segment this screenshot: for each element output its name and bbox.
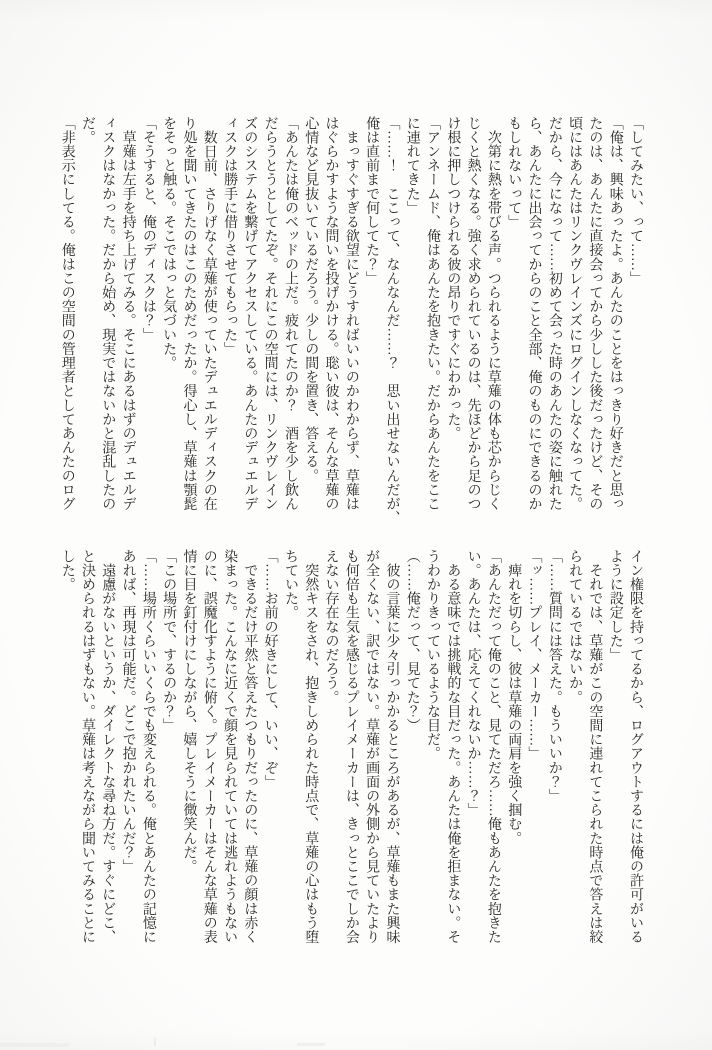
text-column: それでは、草薙がこの空間に連れてこられた時点で答えは絞 bbox=[587, 549, 603, 944]
text-column: （……俺だって、見てた？） bbox=[404, 549, 420, 733]
text-column: 痺れを切らし、彼は草薙の両肩を強く掴む。 bbox=[506, 549, 522, 846]
text-column: イン権限を持ってるから、ログアウトするには俺の許可がいる bbox=[628, 549, 643, 944]
text-column: り処を聞いてきたのはこのためだったか。得心し、草薙は顎髭 bbox=[181, 116, 197, 511]
text-column: 草薙は左手を持ち上げてみる。そこにあるはずのデュエルデ bbox=[120, 116, 136, 511]
text-column: 「……！ ここって、なんなんだ……？ 思い出せないんだが、 bbox=[384, 116, 400, 525]
text-column: 「あんたは俺のベッドの上だ。疲れてたのか？ 酒を少し飲ん bbox=[282, 116, 298, 511]
text-column: 頃にはあんたはリンクヴレインズにログインしなくなってた。 bbox=[567, 116, 583, 511]
scan-artifact bbox=[0, 1043, 70, 1047]
text-column: られているではないか。 bbox=[567, 549, 583, 705]
text-column: 突然キスをされ、抱きしめられた時点で、草薙の心はもう堕 bbox=[303, 549, 319, 944]
text-column: も何倍も生気を感じるプレイメーカーは、きっとここでしか会 bbox=[343, 549, 359, 944]
text-column: い。あんたは、応えてくれないか……？」 bbox=[465, 549, 481, 817]
text-column: 「ッ……プレイ、メーカー……」 bbox=[526, 549, 542, 761]
text-column: だ。 bbox=[79, 116, 95, 145]
text-column: 「俺は、興味あったよ。あんたのことをはっきり好きだと思っ bbox=[607, 116, 623, 511]
text-column: した。 bbox=[59, 549, 75, 592]
text-column: ちていた。 bbox=[282, 549, 298, 620]
text-column: と決められるはずもない。草薙は考えながら聞いてみることに bbox=[79, 549, 95, 944]
text-column: ように設定した」 bbox=[607, 549, 623, 662]
text-column: だから、今になって……初めて会った時のあんたの姿に触れた bbox=[546, 116, 562, 511]
text-column: 情に目を釘付けにしながら、嬉しそうに微笑んだ。 bbox=[181, 549, 197, 874]
text-column: はぐらかすような問いを投げかける。聡い彼は、そんな草薙の bbox=[323, 116, 339, 511]
text-column: 「非表示にしてる。俺はこの空間の管理者としてあんたのログ bbox=[59, 116, 75, 511]
text-column: 「……質問には答えた。もういいか？」 bbox=[546, 549, 562, 803]
text-column: に連れてきた」 bbox=[404, 116, 420, 215]
text-column: 「……お前の好きにして、いい、ぞ」 bbox=[262, 549, 278, 789]
text-column: が全くない、訳ではない。草薙が画面の外側から見ていたより bbox=[364, 549, 380, 944]
text-column: だらうとうとしてたぞ。それにこの空間には、リンクヴレイン bbox=[262, 116, 278, 511]
text-column: 「この場所で、するのか？」 bbox=[161, 549, 177, 733]
text-column: まっすぐすぎる欲望にどうすればいいのかわからず、草薙は bbox=[343, 116, 359, 511]
text-column: 「あんただって俺のこと、見てただろ……俺もあんたを抱きた bbox=[485, 549, 501, 944]
text-column: もしれないって」 bbox=[506, 116, 522, 229]
text-column: ら、あんたに出会ってからのこと全部、俺のものにできるのか bbox=[526, 116, 542, 511]
text-column: 次第に熱を帯びる声。つられるように草薙の体も芯からじく bbox=[485, 116, 501, 511]
text-column: ィスクはなかった。だから始め、現実ではないかと混乱したの bbox=[100, 116, 116, 511]
text-column: 俺は直前まで何してた？」 bbox=[364, 116, 380, 286]
text-column: うわかりきっているような目だ。 bbox=[425, 549, 441, 761]
text-column: 遠慮がないというか、ダイレクトな尋ね方だ。すぐにどこ、 bbox=[100, 549, 116, 944]
text-column: ある意味では挑戦的な目だった。あんたは俺を拒まない。そ bbox=[445, 549, 461, 944]
text-column: えない存在なのだろう。 bbox=[323, 549, 339, 705]
text-column: け根に押しつけられる彼の昂りですぐにわかった。 bbox=[445, 116, 461, 441]
text-block-top bbox=[55, 116, 645, 532]
text-column: のに、誤魔化すように俯く。プレイメーカーはそんな草薙の表 bbox=[201, 549, 217, 944]
text-column: 「アンネームド、俺はあんたを抱きたい。だからあんたをここ bbox=[425, 116, 441, 511]
scan-artifact bbox=[154, 1037, 156, 1046]
scan-artifact bbox=[297, 1043, 325, 1046]
text-column: ィスクは勝手に借りさせてもらった」 bbox=[222, 116, 238, 356]
text-column: たのは、あんたに直接会ってから少しした後だったけど、その bbox=[587, 116, 603, 511]
text-column: をそっと触る。そこではっと気づいた。 bbox=[161, 116, 177, 370]
text-block-bottom bbox=[55, 549, 645, 965]
text-column: ズのシステムを繋げてアクセスしている。あんたのデュエルデ bbox=[242, 116, 258, 511]
text-column: 彼の言葉に少々引っかかるところがあるが、草薙もまた興味 bbox=[384, 549, 400, 944]
text-column: 数日前、さりげなく草薙が使っていたデュエルディスクの在 bbox=[201, 116, 217, 511]
text-column: 心情など見抜いているだろう。少しの間を置き、答える。 bbox=[303, 116, 319, 483]
text-column: 染まった。こんなに近くで顔を見られていては逃れようもない bbox=[222, 549, 238, 944]
text-column: できるだけ平然と答えたつもりだったのに、草薙の顔は赤く bbox=[242, 549, 258, 944]
text-column: 「……場所くらいいくらでも変えられる。俺とあんたの記憶に bbox=[140, 549, 156, 944]
text-column: 「そうすると、俺のディスクは？」 bbox=[140, 116, 156, 342]
text-column: あれば、再現は可能だ。どこで抱かれたいんだ？」 bbox=[120, 549, 136, 874]
text-column: じくと熱くなる。強く求められているのは、先ほどから足のつ bbox=[465, 116, 481, 511]
text-column: 「してみたい、って……」 bbox=[628, 116, 643, 286]
